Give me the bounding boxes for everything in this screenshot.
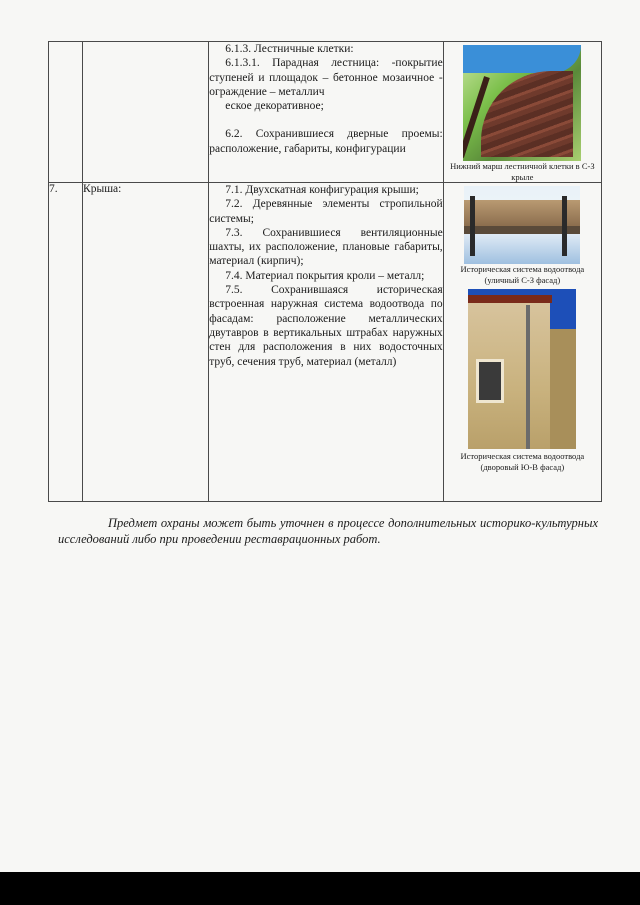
item-text: 7.1. Двухскатная конфигурация крыши; — [225, 184, 419, 196]
row-description — [209, 42, 443, 183]
row-number — [49, 42, 83, 183]
protection-table — [48, 41, 602, 502]
photo-cell — [443, 183, 601, 502]
item-text: 7.4. Материал покрытия кроли – металл; — [225, 269, 425, 282]
item-text: 7.3. Сохранившиеся вентиляционные шахты, их расположение, плановые габариты, материал (кирпич); — [209, 226, 443, 268]
photo-caption: Историческая система водоотвода (дворовый Ю-В фасад) — [460, 451, 585, 472]
row-number: 7. — [49, 183, 83, 502]
item-text: еское декоративное; — [225, 100, 324, 113]
row-description — [209, 183, 443, 502]
item-text: 6.1.3. Лестничные клетки: — [225, 43, 354, 55]
item-text: 7.5. Сохранившаяся историческая встроенная наружная система водоотвода по фасадам: расположение металлических двутавров в вертикальных штрабах наружных стен для расположения в них водосточных труб, сечения труб, материал (металл) — [209, 284, 443, 368]
footnote: Предмет охраны может быть уточнен в процессе дополнительных историко-культурных исследований либо при проведении реставрационных работ. — [58, 516, 598, 546]
item-text: 6.2. Сохранившиеся дверные проемы: расположение, габариты, конфигурации — [209, 128, 443, 155]
table-row — [49, 183, 602, 502]
photo-cell — [443, 42, 601, 183]
item-text: 7.2. Деревянные элементы стропильной системы; — [209, 198, 443, 225]
row-name: Крыша: — [83, 183, 209, 502]
table-row — [49, 42, 602, 183]
photo-caption: Историческая система водоотвода (уличный С-З фасад) — [460, 264, 585, 285]
stair-photo — [463, 45, 581, 161]
item-text: 6.1.3.1. Парадная лестница: -покрытие ступеней и площадок – бетонное мозаичное - ограждение – металлич — [209, 57, 443, 98]
facade-photo — [468, 289, 576, 449]
roof-drainage-photo — [464, 186, 580, 264]
row-name — [83, 42, 209, 183]
photo-caption: Нижний марш лестничной клетки в С-З крыле — [450, 161, 595, 182]
